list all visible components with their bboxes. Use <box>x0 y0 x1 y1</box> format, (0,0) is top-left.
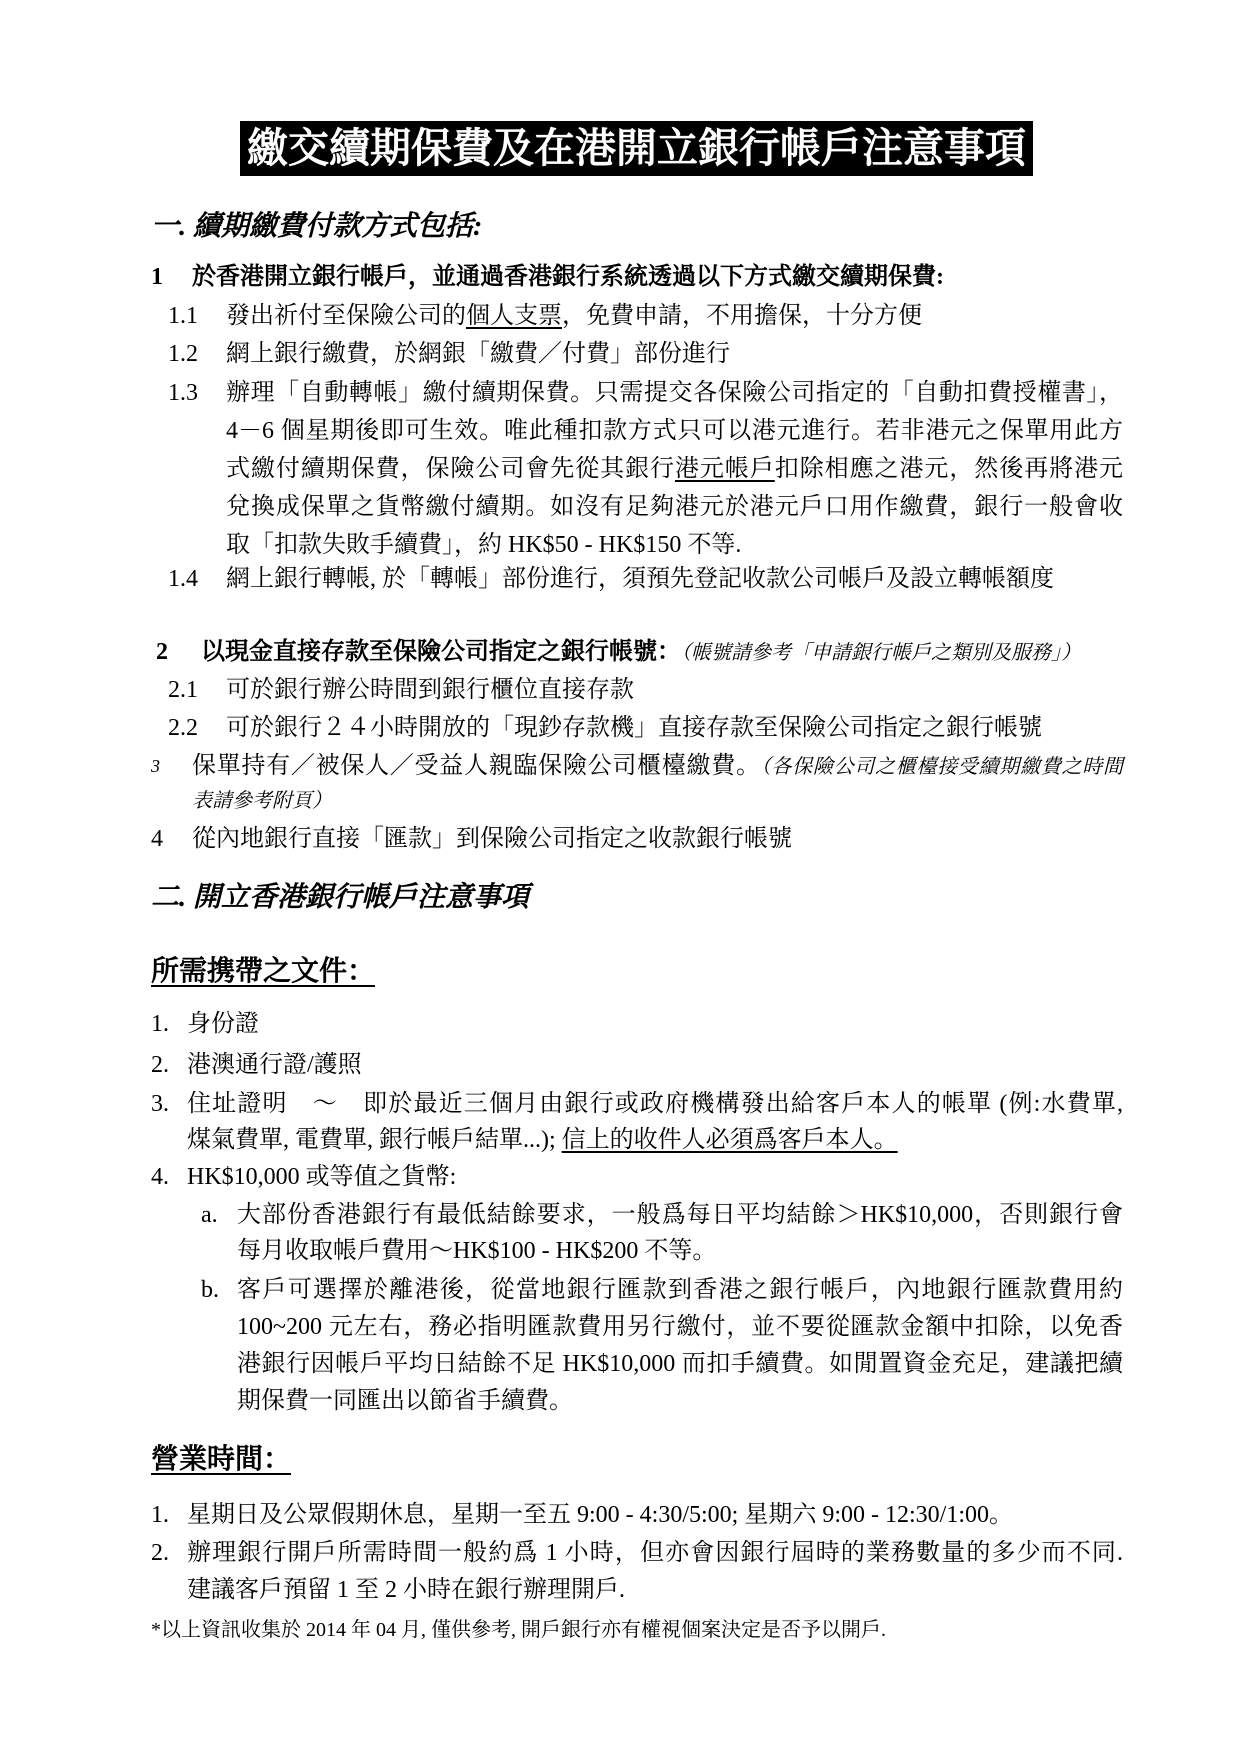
reference-note: （帳號請參考「申請銀行帳戶之類別及服務」） <box>681 642 1081 664</box>
item-text <box>237 1272 1123 1420</box>
item-text: 港澳通行證/護照 <box>187 1052 362 1078</box>
item-number: 1 <box>151 264 163 290</box>
text-line: 兌換成保單之貨幣繳付續期。如沒有足夠港元於港元戶口用作繳費，銀行一般會收 <box>226 494 1123 520</box>
text-line <box>226 450 1123 488</box>
item-number: 1. <box>151 1011 169 1037</box>
item-text: 網上銀行繳費，於網銀「繳費／付費」部份進行 <box>226 341 730 367</box>
item-number: 1.3 <box>168 380 198 406</box>
item-number: 3 <box>151 756 160 776</box>
item-number: 1.1 <box>168 303 198 329</box>
text-line: 期保費一同匯出以節省手續費。 <box>237 1388 573 1414</box>
text-line <box>192 749 1123 784</box>
text-line: 客戶可選擇於離港後，從當地銀行匯款到香港之銀行帳戶，內地銀行匯款費用約 <box>237 1277 1123 1303</box>
text-segment: 以現金直接存款至保險公司指定之銀行帳號： <box>201 639 681 665</box>
item-text: 可於銀行辦公時間到銀行櫃位直接存款 <box>226 677 634 703</box>
text-line <box>187 1122 1123 1158</box>
item-text <box>226 298 1123 335</box>
text-line: 辦理「自動轉帳」繳付續期保費。只需提交各保險公司指定的「自動扣費授權書」， <box>226 380 1123 406</box>
documents-heading: 所需携帶之文件： <box>151 956 376 987</box>
text-line: 取「扣款失敗手續費」，約 HK$50 - HK$150 不等. <box>226 532 742 558</box>
item-number: 2. <box>151 1540 169 1566</box>
item-number: 2 <box>156 639 168 665</box>
item-number: 2. <box>151 1052 169 1078</box>
item-text: 星期日及公眾假期休息，星期一至五 9:00 - 4:30/5:00; 星期六 9:00 - 12:30/1:00。 <box>187 1502 1013 1528</box>
text-line: 100~200 元左右，務必指明匯款費用另行繳付，並不要從匯款金額中扣除，以免香 <box>237 1314 1123 1340</box>
item-text <box>192 749 1123 818</box>
item-text: 可於銀行２４小時開放的「現鈔存款機」直接存款至保險公司指定之銀行帳號 <box>226 715 1042 741</box>
item-text <box>187 1086 1123 1158</box>
item-number: 3. <box>151 1091 169 1117</box>
item-text: HK$10,000 或等值之貨幣: <box>187 1164 457 1190</box>
item-text: 於香港開立銀行帳戶，並通過香港銀行系統透過以下方式繳交續期保費: <box>192 264 944 290</box>
reference-note: （各保險公司之櫃檯接受續期繳費之時間 <box>760 756 1124 778</box>
item-text: 網上銀行轉帳, 於「轉帳」部份進行，須預先登記收款公司帳戶及設立轉帳額度 <box>226 566 1054 592</box>
document-title: 繳交續期保費及在港開立銀行帳戶注意事項 <box>240 121 1033 176</box>
item-number: b. <box>201 1277 219 1303</box>
business-hours-heading: 營業時間： <box>151 1444 292 1475</box>
item-number: 1.4 <box>168 566 198 592</box>
item-text <box>237 1197 1123 1269</box>
item-number: 1. <box>151 1502 169 1528</box>
text-line: 4－6 個星期後即可生效。唯此種扣款方式只可以港元進行。若非港元之保單用此方 <box>226 418 1123 444</box>
section-one-heading: 一. 續期繳費付款方式包括: <box>151 211 483 242</box>
item-number: 4. <box>151 1164 169 1190</box>
item-text <box>187 1535 1123 1609</box>
underlined-text: 個人支票 <box>466 303 562 329</box>
item-text <box>201 634 1123 672</box>
item-number: 2.1 <box>168 677 198 703</box>
footer-disclaimer: *以上資訊收集於 2014 年 04 月, 僅供參考, 開戶銀行亦有權視個案決定是否予以開戶. <box>151 1619 886 1641</box>
text-segment: 煤氣費單, 電費單, 銀行帳戶結單...); <box>187 1127 562 1153</box>
text-line: 大部份香港銀行有最低結餘要求，一般爲每日平均結餘＞HK$10,000，否則銀行會 <box>237 1202 1123 1228</box>
item-number: a. <box>201 1202 218 1228</box>
item-text: 身份證 <box>187 1011 259 1037</box>
text-line: 住址證明 ～ 即於最近三個月由銀行或政府機構發出給客戶本人的帳單 (例:水費單, <box>187 1091 1123 1117</box>
text-line: 港銀行因帳戶平均日結餘不足 HK$10,000 而扣手續費。如閒置資金充足，建議把續 <box>237 1351 1123 1377</box>
section-two-heading: 二. 開立香港銀行帳戶注意事項 <box>151 882 530 913</box>
item-number: 2.2 <box>168 715 198 741</box>
item-number: 4 <box>151 826 163 852</box>
item-text: 從內地銀行直接「匯款」到保險公司指定之收款銀行帳號 <box>192 826 792 852</box>
item-number: 1.2 <box>168 341 198 367</box>
text-segment: 扣除相應之港元，然後再將港元 <box>774 456 1124 482</box>
item-text <box>226 374 1123 564</box>
text-segment: 發出祈付至保險公司的 <box>226 303 466 329</box>
text-segment: ，免費申請，不用擔保，十分方便 <box>562 303 922 329</box>
text-line: 每月收取帳戶費用～HK$100 - HK$200 不等。 <box>237 1238 717 1264</box>
text-segment: 式繳付續期保費，保險公司會先從其銀行 <box>226 456 675 482</box>
text-segment: 保單持有／被保人／受益人親臨保險公司櫃檯繳費。 <box>192 753 761 779</box>
reference-note: 表請參考附頁） <box>192 790 332 812</box>
underlined-text: 港元帳戶 <box>674 456 775 482</box>
text-line: 辦理銀行開戶所需時間一般約爲 1 小時，但亦會因銀行屆時的業務數量的多少而不同. <box>187 1540 1123 1566</box>
underlined-text: 信上的收件人必須爲客戶本人。 <box>561 1127 898 1153</box>
text-line: 建議客戶預留 1 至 2 小時在銀行辦理開戶. <box>187 1577 625 1603</box>
